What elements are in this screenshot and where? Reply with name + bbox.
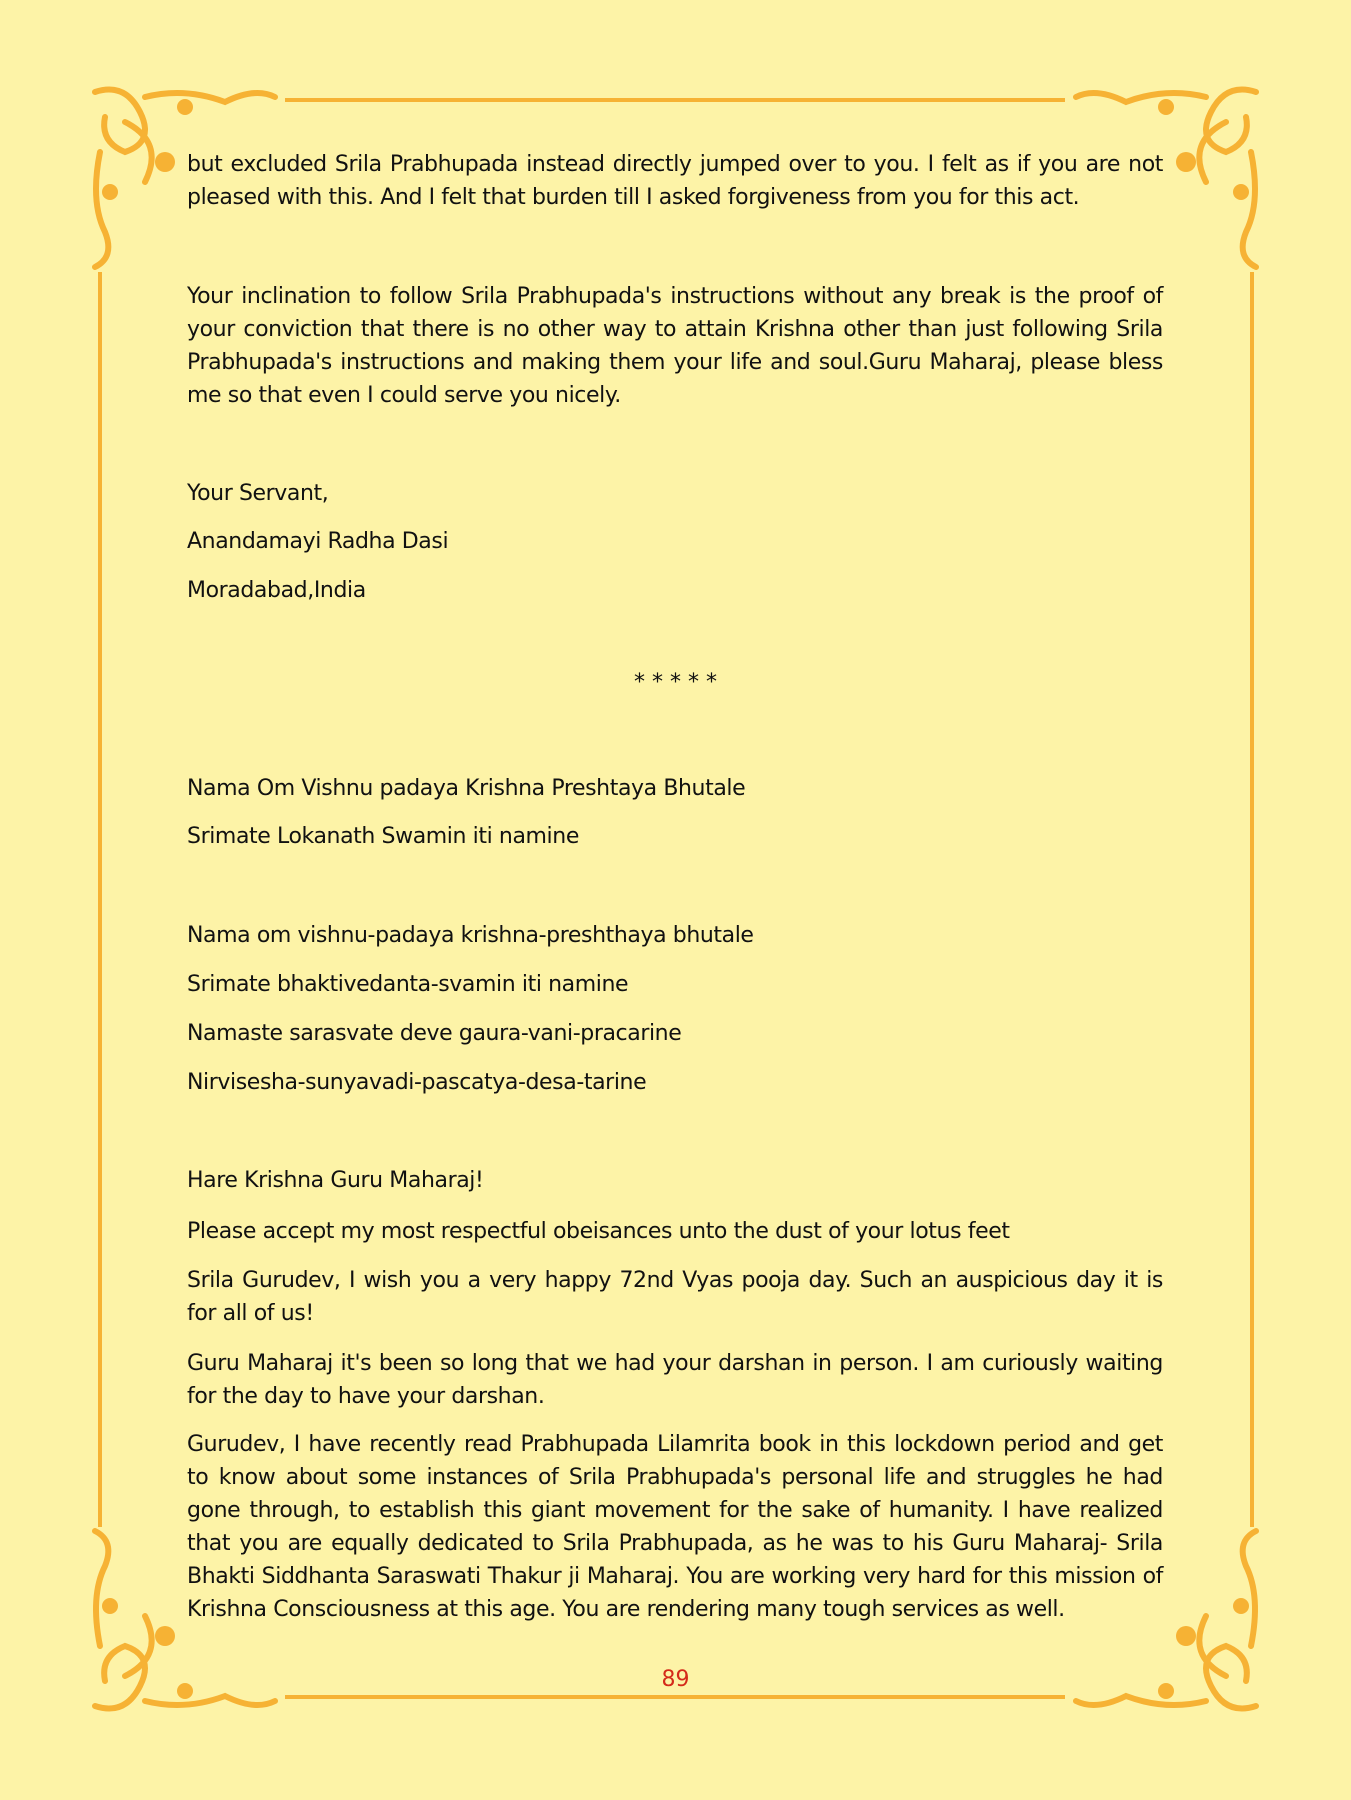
paragraph-5: Gurudev, I have recently read Prabhupada Lilamrita book in this lockdown period and get to know about some instances of Srila Prabhupada's personal life and struggles he had gone through, to establish this giant movement for the sake of humanity. I have realized that you are equally dedicated to Srila Prabhupada, as he was to his Guru Maharaj- Srila Bhakti Siddhanta Saraswati Thakur ji Maharaj. You are working very hard for this mission of Krishna Consciousness at this age. You are rendering many tough services as well. bbox=[187, 1432, 1163, 1622]
paragraph-4: Guru Maharaj it's been so long that we had your darshan in person. I am curiously waiting for the day to have your darshan. bbox=[187, 1351, 1163, 1409]
greeting: Hare Krishna Guru Maharaj! bbox=[187, 1168, 484, 1193]
signoff-location: Moradabad,India bbox=[187, 578, 366, 603]
page-number: 89 bbox=[661, 1667, 690, 1692]
border-right bbox=[1250, 272, 1254, 1527]
border-left bbox=[98, 272, 102, 1527]
border-bottom bbox=[285, 1695, 1065, 1699]
prayer-1-line-2: Srimate Lokanath Swamin iti namine bbox=[187, 824, 579, 849]
obeisance: Please accept my most respectful obeisances unto the dust of your lotus feet bbox=[187, 1219, 1010, 1244]
section-separator: * * * * * bbox=[634, 670, 717, 695]
prayer-2-line-1: Nama om vishnu-padaya krishna-preshthaya bhutale bbox=[187, 923, 754, 948]
signoff-servant: Your Servant, bbox=[187, 481, 329, 506]
prayer-1-line-1: Nama Om Vishnu padaya Krishna Preshtaya Bhutale bbox=[187, 776, 746, 801]
paragraph-1: but excluded Srila Prabhupada instead directly jumped over to you. I felt as if you are not pleased with this. And I felt that burden till I asked forgiveness from you for this act. bbox=[187, 152, 1163, 210]
paragraph-2: Your inclination to follow Srila Prabhupada's instructions without any break is the proof of your conviction that there is no other way to attain Krishna other than just following Srila Prabhupada's instructions and making them your life and soul.Guru Maharaj, please bless me so that even I could serve you nicely. bbox=[187, 284, 1163, 408]
prayer-2-line-2: Srimate bhaktivedanta-svamin iti namine bbox=[187, 972, 629, 997]
paragraph-3: Srila Gurudev, I wish you a very happy 72nd Vyas pooja day. Such an auspicious day it is for all of us! bbox=[187, 1268, 1163, 1326]
prayer-2-line-4: Nirvisesha-sunyavadi-pascatya-desa-tarine bbox=[187, 1070, 647, 1095]
border-top bbox=[285, 98, 1065, 102]
signoff-name: Anandamayi Radha Dasi bbox=[187, 529, 449, 554]
prayer-2-line-3: Namaste sarasvate deve gaura-vani-pracarine bbox=[187, 1021, 682, 1046]
